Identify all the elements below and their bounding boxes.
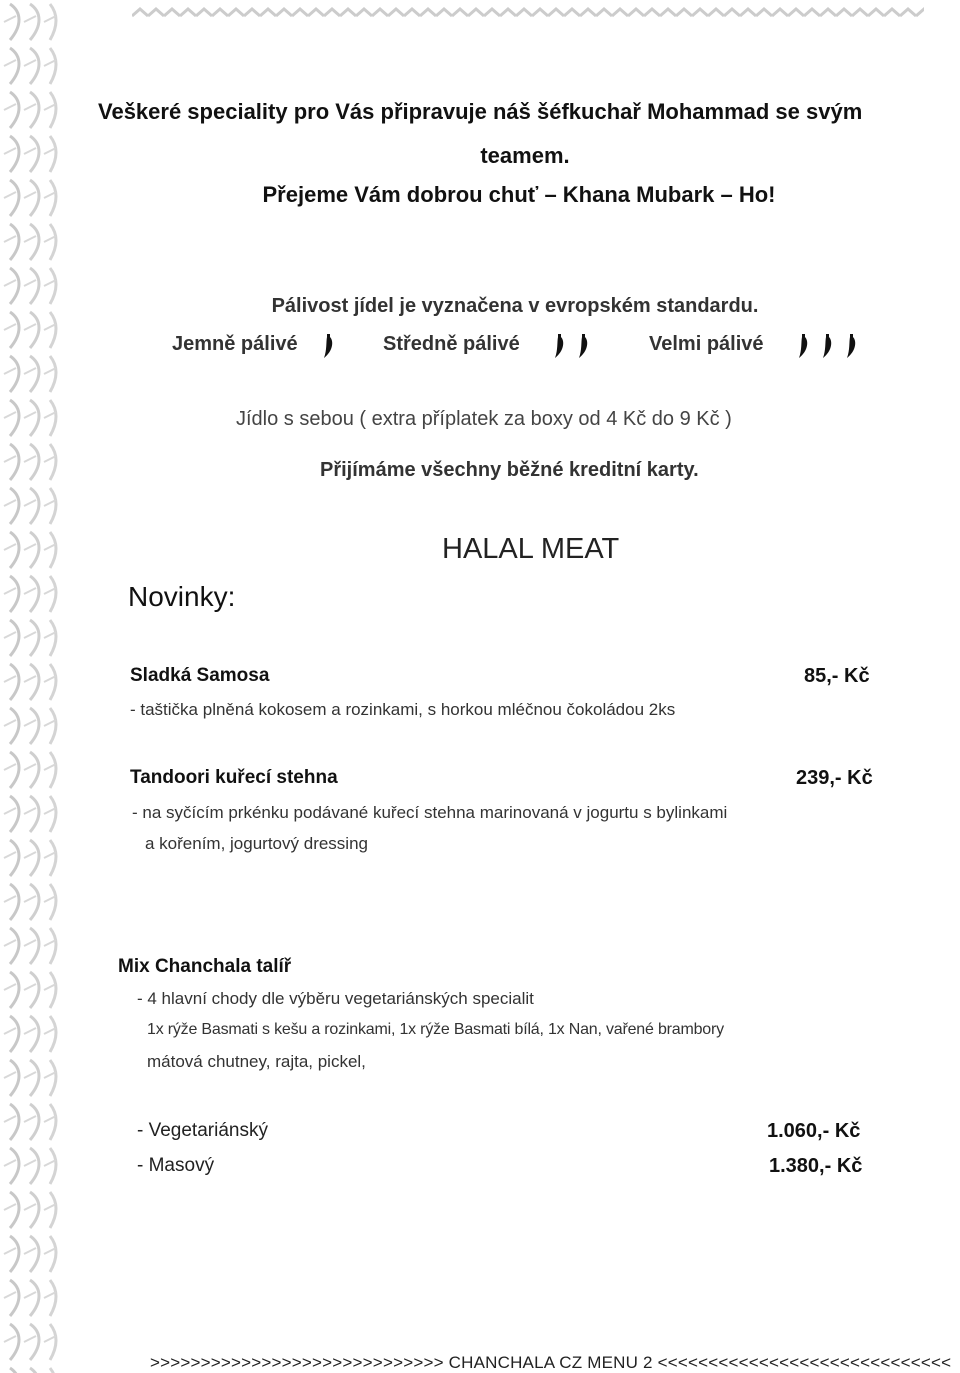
mix-option-price: 1.060,- Kč xyxy=(767,1120,861,1142)
item-name: Tandoori kuřecí stehna xyxy=(130,767,338,788)
mix-platter-description: - 4 hlavní chody dle výběru vegetariánských specialit xyxy=(137,989,534,1008)
item-description: a kořením, jogurtový dressing xyxy=(145,834,368,853)
item-price: 85,- Kč xyxy=(804,665,870,687)
chili-pepper-icon xyxy=(552,333,566,359)
mix-platter-description: 1x rýže Basmati s kešu a rozinkami, 1x rýže Basmati bílá, 1x Nan, vařené brambory xyxy=(147,1021,724,1038)
halal-meat-heading: HALAL MEAT xyxy=(442,533,620,565)
chili-pepper-icon xyxy=(576,333,590,359)
page-footer: >>>>>>>>>>>>>>>>>>>>>>>>>>>>> CHANCHALA CZ MENU 2 <<<<<<<<<<<<<<<<<<<<<<<<<<<<< xyxy=(150,1353,952,1372)
credit-cards-note: Přijímáme všechny běžné kreditní karty. xyxy=(320,459,699,481)
chili-pepper-icon xyxy=(321,333,335,359)
spice-hot-label: Velmi pálivé xyxy=(649,333,764,355)
item-price: 239,- Kč xyxy=(796,767,873,789)
novinky-heading: Novinky: xyxy=(128,581,236,612)
top-ornament-border xyxy=(132,6,924,20)
item-description: - na syčícím prkénku podávané kuřecí stehna marinovaná v jogurtu s bylinkami xyxy=(132,803,728,822)
mix-option-label: - Vegetariánský xyxy=(137,1120,268,1141)
intro-line-3: Přejeme Vám dobrou chuť – Khana Mubark – Ho! xyxy=(262,182,776,207)
intro-line-2: teamem. xyxy=(480,143,570,168)
spice-mild-label: Jemně pálivé xyxy=(172,333,298,355)
chili-pepper-icon xyxy=(844,333,858,359)
mix-platter-description: mátová chutney, rajta, pickel, xyxy=(147,1052,366,1071)
chili-pepper-icon xyxy=(796,333,810,359)
mix-platter-name: Mix Chanchala talíř xyxy=(118,956,292,977)
item-description: - taštička plněná kokosem a rozinkami, s horkou mléčnou čokoládou 2ks xyxy=(130,700,676,719)
mix-option-price: 1.380,- Kč xyxy=(769,1155,863,1177)
mix-option-label: - Masový xyxy=(137,1155,215,1176)
chili-pepper-icon xyxy=(820,333,834,359)
spice-medium-label: Středně pálivé xyxy=(383,333,520,355)
intro-line-1: Veškeré speciality pro Vás připravuje náš šéfkuchař Mohammad se svým xyxy=(98,99,863,124)
item-name: Sladká Samosa xyxy=(130,665,270,686)
takeaway-note: Jídlo s sebou ( extra příplatek za boxy od 4 Kč do 9 Kč ) xyxy=(236,408,732,430)
spice-legend-title: Pálivost jídel je vyznačena v evropském standardu. xyxy=(271,295,759,317)
